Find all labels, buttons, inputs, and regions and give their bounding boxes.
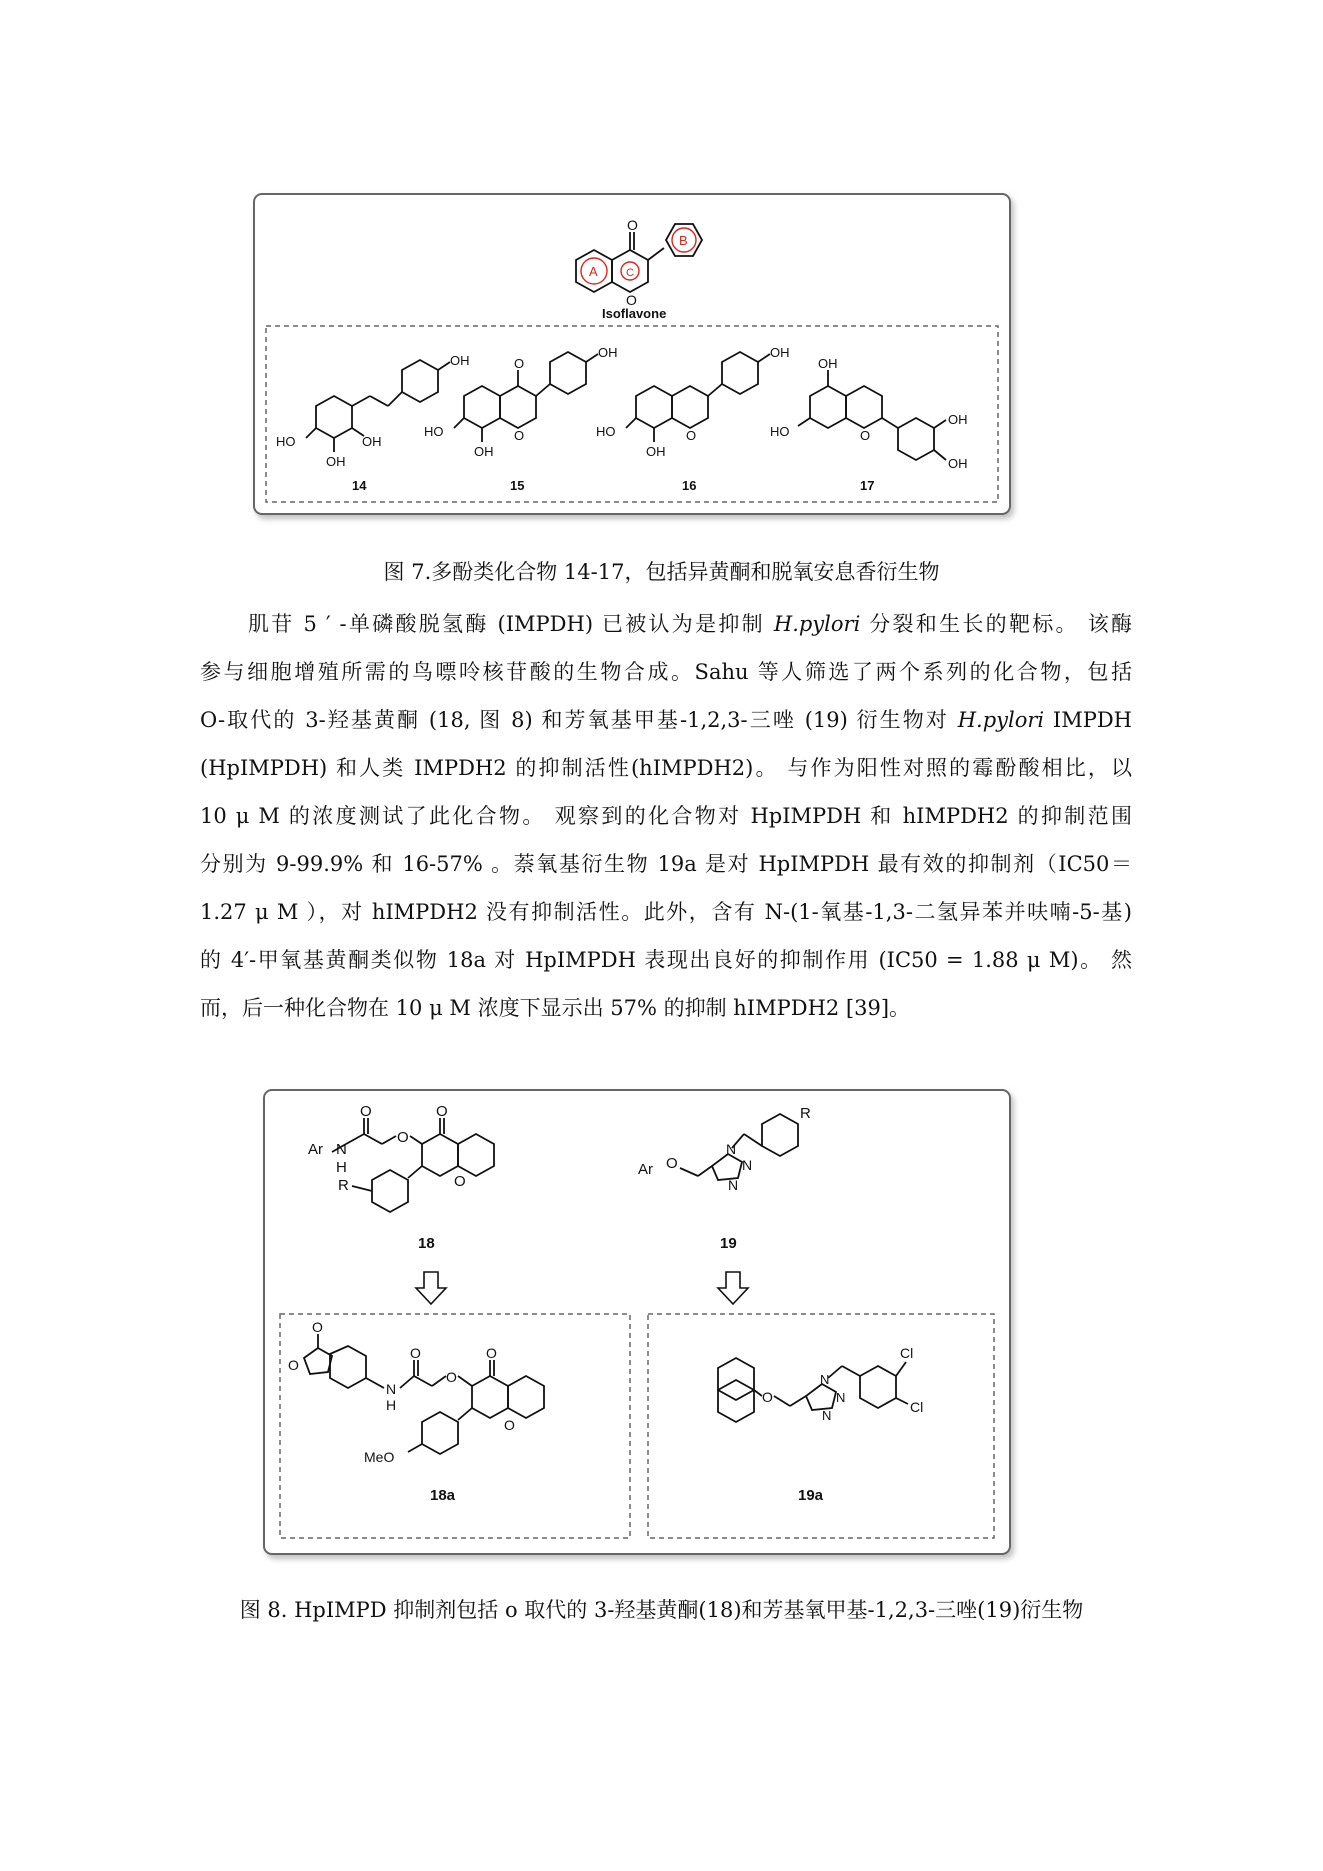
compound-18a-h: H bbox=[386, 1397, 397, 1413]
text-span: 分别为 9-99.9% 和 16-57% 。萘氧基衍生物 19a 是对 HpIMPDH 最有效的抑制剂（IC50＝ bbox=[200, 852, 1132, 876]
compound-19a-cl-right: Cl bbox=[910, 1399, 924, 1415]
text-span: 1.27 μ M ），对 hIMPDH2 没有抑制活性。此外，含有 N-(1-氧基-1,3-二氢异苯并呋喃-5-基) bbox=[200, 900, 1132, 924]
compound-14-oh-right: OH bbox=[362, 434, 382, 449]
compound-18-carbonyl-o-amide: O bbox=[360, 1103, 372, 1120]
compound-16-oh-top: OH bbox=[770, 345, 790, 360]
species-name: H.pylori bbox=[773, 612, 861, 636]
text-span: 的 4′-甲氧基黄酮类似物 18a 对 HpIMPDH 表现出良好的抑制作用 (IC50 = 1.88 μ M)。 然 bbox=[200, 948, 1132, 972]
compound-19-label: 19 bbox=[720, 1235, 737, 1252]
text-span: IMPDH bbox=[1044, 708, 1132, 732]
paragraph-line bbox=[200, 696, 1132, 744]
compound-19-ar: Ar bbox=[638, 1161, 653, 1178]
paragraph-line bbox=[200, 648, 1132, 696]
compound-19a-o: O bbox=[762, 1389, 773, 1405]
compound-18-label: 18 bbox=[418, 1235, 435, 1252]
paragraph-line bbox=[200, 840, 1132, 888]
compound-18-ether-o: O bbox=[397, 1129, 409, 1146]
compound-18-carbonyl-o-ring: O bbox=[436, 1103, 448, 1120]
compound-16-oh-bottom: OH bbox=[646, 444, 666, 459]
compound-18a-ring-o: O bbox=[504, 1417, 515, 1433]
compound-19a-cl-top: Cl bbox=[900, 1345, 914, 1361]
compound-14-oh-top: OH bbox=[450, 353, 470, 368]
compound-19-n2: N bbox=[742, 1157, 753, 1173]
text-span: 参与细胞增殖所需的鸟嘌呤核苷酸的生物合成。Sahu 等人筛选了两个系列的化合物，包括 bbox=[200, 660, 1132, 684]
species-name: H.pylori bbox=[957, 708, 1045, 732]
compound-14-label: 14 bbox=[352, 478, 367, 493]
text-span: 肌苷 5 ′ -单磷酸脱氢酶 (IMPDH) 已被认为是抑制 bbox=[248, 612, 774, 636]
figure-7 bbox=[250, 190, 1020, 526]
text-span: (HpIMPDH) 和人类 IMPDH2 的抑制活性(hIMPDH2)。 与作为阳性对照的霉酚酸相比，以 bbox=[200, 756, 1132, 780]
text-span: O-取代的 3-羟基黄酮 (18, 图 8) 和芳氧基甲基-1,2,3-三唑 (19) 衍生物对 bbox=[200, 708, 958, 732]
compound-19-n3: N bbox=[728, 1177, 739, 1193]
figure-7-frame bbox=[254, 194, 1010, 514]
compound-18a-lactone-o-carbonyl: O bbox=[312, 1319, 323, 1335]
compound-15-label: 15 bbox=[510, 478, 525, 493]
compound-18-n: N bbox=[336, 1141, 347, 1158]
compound-19a-n3: N bbox=[822, 1408, 832, 1423]
compound-14-oh-bottom: OH bbox=[326, 454, 346, 469]
compound-18a-ether-o: O bbox=[446, 1369, 457, 1385]
compound-17-label: 17 bbox=[860, 478, 875, 493]
compound-18-r: R bbox=[338, 1177, 349, 1194]
compound-17-oh-top: OH bbox=[818, 356, 838, 371]
compound-15-carbonyl-o: O bbox=[514, 356, 525, 371]
compound-17-ho-left: HO bbox=[770, 424, 790, 439]
paragraph-line bbox=[200, 888, 1132, 936]
ring-label-b: B bbox=[679, 233, 688, 248]
paragraph-line bbox=[200, 936, 1132, 984]
compound-17-ring-o: O bbox=[860, 428, 871, 443]
isoflavone-carbonyl-o: O bbox=[627, 217, 638, 233]
ring-label-c: C bbox=[626, 267, 634, 279]
isoflavone-ring-o: O bbox=[626, 292, 637, 308]
compound-15-oh-bottom: OH bbox=[474, 444, 494, 459]
paragraph-line bbox=[200, 984, 1132, 1032]
compound-18-h: H bbox=[336, 1159, 347, 1176]
compound-19a-label: 19a bbox=[798, 1487, 824, 1504]
compound-19a-n1: N bbox=[820, 1372, 830, 1387]
figure-7-caption: 图 7.多酚类化合物 14-17，包括异黄酮和脱氧安息香衍生物 bbox=[383, 560, 940, 584]
compound-15-oh-top: OH bbox=[598, 345, 618, 360]
text-span: 而，后一种化合物在 10 μ M 浓度下显示出 57% 的抑制 hIMPDH2 [39]。 bbox=[200, 996, 911, 1020]
paragraph-line bbox=[200, 744, 1132, 792]
compound-18-ar: Ar bbox=[308, 1141, 323, 1158]
figure-8-frame bbox=[264, 1090, 1010, 1554]
compound-18a-amide-o: O bbox=[410, 1345, 421, 1361]
text-span: 分裂和生长的靶标。 该酶 bbox=[860, 612, 1132, 636]
compound-19-r: R bbox=[800, 1105, 811, 1122]
paragraph-line bbox=[200, 600, 1132, 648]
ring-label-a: A bbox=[589, 264, 598, 279]
compound-19a-n2: N bbox=[836, 1390, 846, 1405]
compound-16-label: 16 bbox=[682, 478, 697, 493]
compound-18a-label: 18a bbox=[430, 1487, 456, 1504]
compound-17-oh-upper: OH bbox=[948, 412, 968, 427]
compound-18a-carbonyl-o: O bbox=[486, 1345, 497, 1361]
compound-16-ring-o: O bbox=[686, 428, 697, 443]
isoflavone-label: Isoflavone bbox=[602, 306, 667, 321]
compound-17-oh-lower: OH bbox=[948, 456, 968, 471]
compound-14-ho-left: HO bbox=[276, 434, 296, 449]
compound-19-n1: N bbox=[726, 1141, 737, 1157]
compound-15-ho-left: HO bbox=[424, 424, 444, 439]
compound-16-ho-left: HO bbox=[596, 424, 616, 439]
figure-8-caption: 图 8. HpIMPD 抑制剂包括 o 取代的 3-羟基黄酮(18)和芳基氧甲基-1,2,3-三唑(19)衍生物 bbox=[239, 1598, 1084, 1622]
compound-18-ring-o: O bbox=[454, 1173, 466, 1190]
text-span: 10 μ M 的浓度测试了此化合物。 观察到的化合物对 HpIMPDH 和 hIMPDH2 的抑制范围 bbox=[200, 804, 1132, 828]
compound-18a-n: N bbox=[386, 1381, 397, 1397]
compound-15-ring-o: O bbox=[514, 428, 525, 443]
figure-8 bbox=[260, 1086, 1020, 1564]
compound-18a-lactone-o-ring: O bbox=[288, 1357, 299, 1373]
paragraph-line bbox=[200, 792, 1132, 840]
body-paragraph bbox=[200, 600, 1132, 1032]
compound-19-o: O bbox=[666, 1155, 678, 1172]
compound-18a-meo: MeO bbox=[364, 1449, 395, 1465]
